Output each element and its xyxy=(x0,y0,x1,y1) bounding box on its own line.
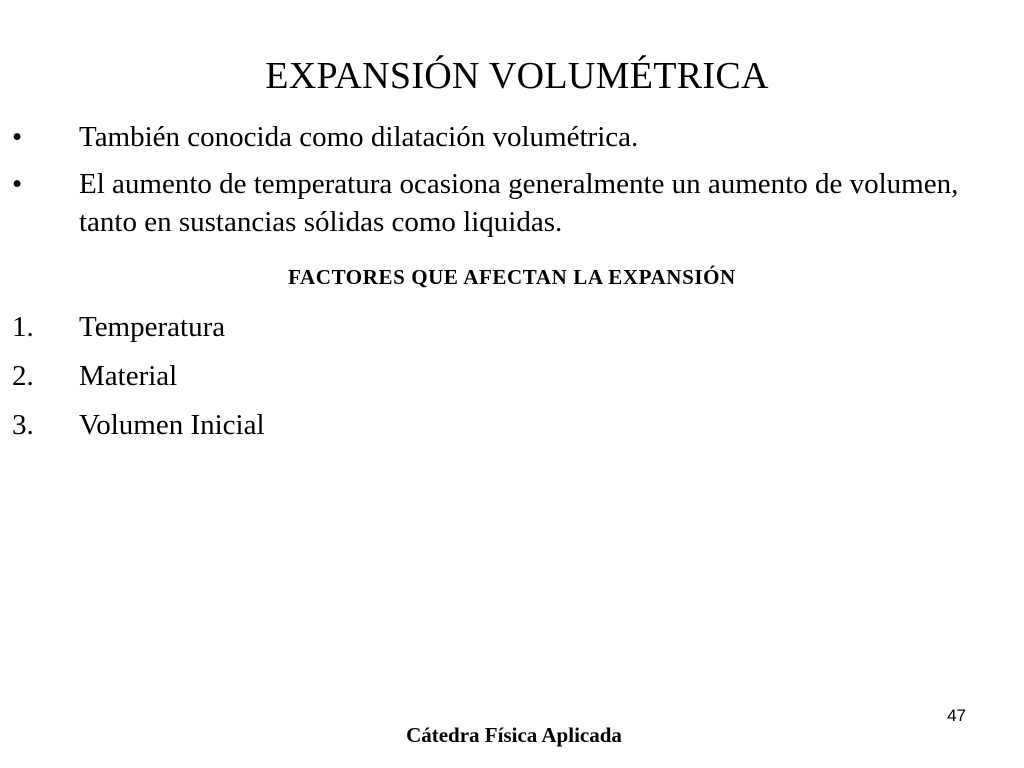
footer-text: Cátedra Física Aplicada xyxy=(406,723,622,747)
factor-text: Volumen Inicial xyxy=(79,409,265,441)
factor-item xyxy=(0,307,1024,347)
factor-item xyxy=(0,356,1024,396)
bullet-marker: • xyxy=(12,168,23,200)
factor-text: Material xyxy=(79,360,178,392)
factor-number: 3. xyxy=(12,409,34,441)
factors-list xyxy=(0,307,1024,445)
bullet-text: También conocida como dilatación volumétrica. xyxy=(79,121,639,153)
slide-title: EXPANSIÓN VOLUMÉTRICA xyxy=(265,55,769,97)
bullet-item xyxy=(0,118,1024,156)
factor-number: 1. xyxy=(12,311,34,343)
bullet-list xyxy=(0,118,1024,241)
factors-heading: FACTORES QUE AFECTAN LA EXPANSIÓN xyxy=(288,265,736,289)
factor-number: 2. xyxy=(12,360,34,392)
factor-item xyxy=(0,405,1024,445)
bullet-text: El aumento de temperatura ocasiona generalmente un aumento de volumen, tanto en sustancias sólidas como liquidas. xyxy=(79,168,959,238)
bullet-marker: • xyxy=(12,121,23,153)
factor-text: Temperatura xyxy=(79,311,226,343)
bullet-item xyxy=(0,165,1024,241)
page-number: 47 xyxy=(947,706,966,725)
